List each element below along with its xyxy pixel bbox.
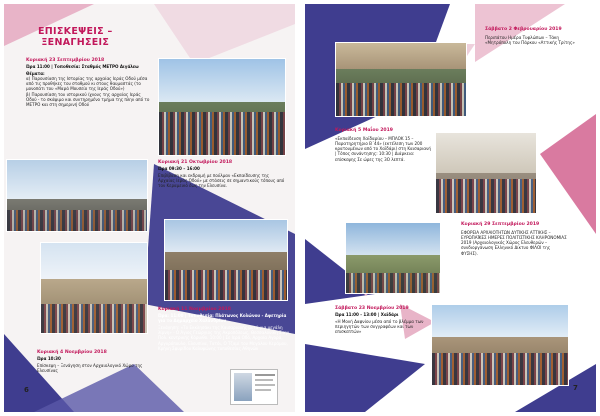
event-meta: Ώρα: 11:00 | Τοποθεσία: Πλάτωνος Κολώνου - Αφετηρία για το Δημαρχείο Χαλανδρίου bbox=[158, 312, 287, 323]
event-description: «Η Μονή Δαφνίου μέσα από το βλέμμα των περιηγητών των συγγραφέων και των επισκεπτών» bbox=[335, 318, 424, 335]
photo-ruins-group bbox=[40, 242, 148, 334]
left-page bbox=[4, 4, 295, 412]
photo-group-walk bbox=[158, 58, 286, 156]
event-meta: Ώρα 11:00 - 13:00 | Χαϊδάρι bbox=[335, 311, 399, 317]
event-meta: Ώρα 09:30 – 16:00 bbox=[158, 165, 200, 171]
right-page bbox=[305, 4, 596, 412]
event-date: Κυριακή 11 Νοεμβρίου 2018 bbox=[158, 307, 231, 312]
photo-site-excursion bbox=[345, 222, 441, 294]
page-number: 6 bbox=[24, 386, 29, 394]
event-date: Κυριακή 21 Οκτωβρίου 2018 bbox=[158, 160, 233, 165]
page-number: 7 bbox=[573, 384, 578, 392]
event-meta: Ώρα 10:30 bbox=[37, 355, 61, 361]
event-description: ΕΦΟΡΕΙΑ ΑΡΧΑΙΟΤΗΤΩΝ ΔΥΤΙΚΗΣ ΑΤΤΙΚΗΣ – ΕΥΡΩΠΑΪΚΕΣ ΗΜΕΡΕΣ ΠΟΛΙΤΙΣΤΙΚΗΣ ΚΛΗΡΟΝΟΜΙΑΣ 2019 (Αρχαιολογικός Χώρος Ελευθερών – συνδιοργάνωση Ελληνικό Δίκτυο ΦΙΛΟΙ της ΦΥΣΗΣ). bbox=[461, 229, 567, 256]
section-title-text: ΕΠΙΣΚΕΨΕΙΣ – ΞΕΝΑΓΗΣΕΙΣ bbox=[38, 26, 113, 48]
event-theme-label: Θέματα: bbox=[26, 70, 45, 76]
event-block-1 bbox=[26, 58, 150, 107]
section-title bbox=[38, 27, 113, 49]
event-block-2 bbox=[158, 160, 286, 189]
event-date: Κυριακή 5 Μαΐου 2019 bbox=[335, 128, 393, 133]
photo-road-walk bbox=[6, 159, 148, 232]
event-description: «Εκπαίδευση Χαϊδαρίου – ΜΠΛΟΚ 15 – Παρατηρητήριο Β΄44» (εκτέλεση των 200 κρατουμένων από το Χαϊδάρι) στη Καισαριανή | Τόπος συνάντησης: 10:30 | Διάρκεια: επίσκεψης Σε ώρες της 3Ο λεπτά. bbox=[335, 135, 431, 162]
event-description: Επίσκεψη – Ξενάγηση στον Αρχαιολογικό Χώρο της Ελευσίνας bbox=[37, 362, 143, 374]
event-description: Επιβίβαση και εκδρομή με πούλμαν «Εκπαίδευσης της Αρχαίας Ιεράς Οδού» με στάσεις σε σημαντικούς τόπους από τον Κεραμεικό έως την Ελευσίνα. bbox=[158, 172, 285, 189]
photo-monastery-group bbox=[431, 304, 569, 386]
event-description: α) Παρουσίαση της Ιστορίας της αρχαίας Ιεράς Οδού μέσα από τις προθήκες του σταθμού κι στους θαυμαστάς (το μονοπάτι του «Μαρά Μουσείο της Ιεράς Οδού») β) Παρουσίαση του ιστορικού ίχνους της αρχαίας Ιεράς Οδού - το σκάψιμο και συντηρημένο τμήμα της πλην από το ΜΕΤΡΟ και στη σημερινή Οδού bbox=[26, 75, 150, 108]
event-block-5 bbox=[485, 27, 575, 45]
event-date: Σάββατο 23 Νοεμβρίου 2019 bbox=[335, 306, 409, 311]
event-date: Κυριακή 29 Σεπτεμβρίου 2019 bbox=[461, 222, 540, 227]
photo-classroom-group bbox=[435, 132, 537, 214]
event-date: Σάββατο 2 Φεβρουαρίου 2019 bbox=[485, 27, 562, 32]
event-block-4 bbox=[37, 350, 145, 373]
event-block-6 bbox=[335, 128, 431, 162]
event-description: Περιπάτου Ημέρα Τυφλώπων – Τάκη «Μητρόπολη του Πάρκου «Αττικής Τρίτης» bbox=[485, 34, 575, 45]
photo-church-visit bbox=[164, 219, 288, 301]
event-block-7 bbox=[461, 222, 567, 256]
event-description: Ξενάγηση: «Το Εκκλησάκι της Καισαριανής μετά μια μεγάλη λίμνη» - Ο Άγιος Γεώργιος της Ακροπόλεως, Θεσσαλονίκη Στην Πολ. κεντρικής Κόρινθο. 10:00 | Σε Ιερά Οδό, Αρχαία Αγορά, Αργυρόπουλο, Ελευσίνα, Τατόι, Ο Τζαμί του Μεγάλου Κεράμου, Κρήνη Σφυρίδου Καλυψώνης τοποθεσίας Αθηνών bbox=[158, 324, 290, 351]
event-meta: Ώρα 11:00 | Τοποθεσία: Σταθμός ΜΕΤΡΟ Αιγάλεω bbox=[26, 63, 139, 69]
event-block-8 bbox=[335, 306, 431, 335]
event-date: Κυριακή 4 Νοεμβρίου 2018 bbox=[37, 350, 107, 355]
photo-hall-audience bbox=[335, 42, 467, 117]
poster-thumbnail bbox=[230, 369, 278, 405]
event-block-3 bbox=[158, 307, 290, 351]
event-date: Κυριακή 23 Σεπτεμβρίου 2018 bbox=[26, 58, 105, 63]
